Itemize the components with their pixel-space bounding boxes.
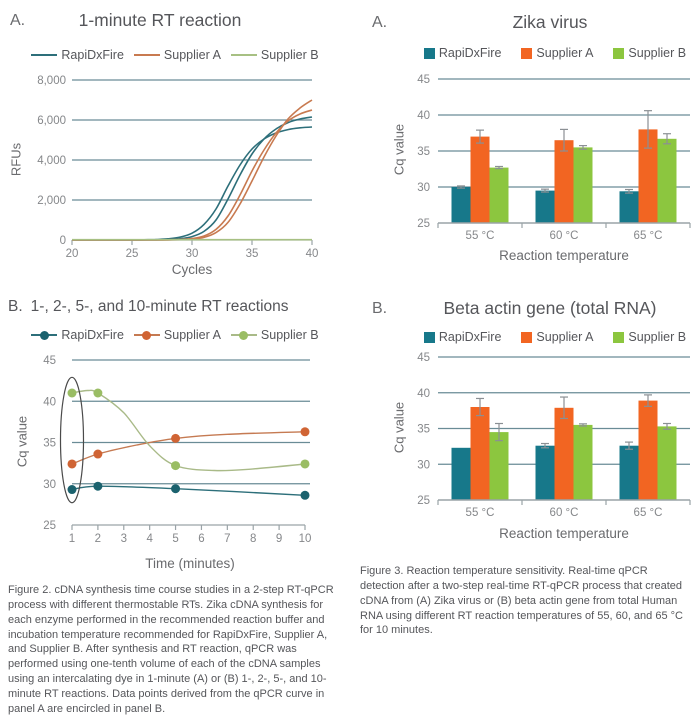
svg-text:35: 35 <box>417 423 430 436</box>
svg-text:60 °C: 60 °C <box>549 230 579 242</box>
bar <box>490 168 509 223</box>
svg-text:55 °C: 55 °C <box>465 230 495 242</box>
svg-text:30: 30 <box>43 478 56 491</box>
figure3-caption: Figure 3. Reaction temperature sensitivity. Real-time qPCR detection after a two-step real-time RT-qPCR process that created cDNA from (A) Zika virus or (B) beta actin gene from total Human RNA using different RT reaction temperatures of 55, 60, and 65 °C for 10 minutes. <box>360 565 683 637</box>
legend-label: RapiDxFire <box>438 46 502 60</box>
x-axis <box>438 223 690 228</box>
svg-text:35: 35 <box>417 146 430 158</box>
series-line-rapidxfire <box>72 486 305 495</box>
x-axis <box>438 500 690 505</box>
svg-text:8: 8 <box>250 533 257 545</box>
bar <box>620 191 639 223</box>
gridlines <box>72 80 312 200</box>
svg-text:55 °C: 55 °C <box>465 507 495 519</box>
svg-text:8,000: 8,000 <box>37 75 66 87</box>
legend-label: Supplier A <box>536 330 594 344</box>
svg-text:5: 5 <box>172 533 179 545</box>
svg-text:45: 45 <box>417 74 430 86</box>
tick-labels <box>37 75 318 260</box>
panel-a-label: A. <box>372 14 388 31</box>
gridlines <box>72 360 310 484</box>
qpcr-y-axis-title: RFUs <box>8 142 24 177</box>
legend-label: Supplier B <box>260 48 319 62</box>
legend-label: RapiDxFire <box>61 48 124 62</box>
svg-text:45: 45 <box>417 352 430 364</box>
svg-text:9: 9 <box>275 533 283 545</box>
svg-text:35: 35 <box>245 248 259 260</box>
bar <box>490 432 509 500</box>
svg-text:0: 0 <box>59 235 66 247</box>
zika-chart-title: Zika virus <box>512 12 588 32</box>
svg-text:30: 30 <box>417 182 430 194</box>
qpcr-plot-svg <box>0 0 350 290</box>
svg-text:40: 40 <box>305 248 319 260</box>
figure2-caption: Figure 2. cDNA synthesis time course studies in a 2-step RT-qPCR process with different thermostable RTs. Zika cDNA synthesis for each enzyme performed in the recommended reaction buffer and incubation temperature recommended for RapiDxFire, Supplier A, and Supplier B. After synthesis and RT reaction, qPCR was performed using one-tenth volume of each of the cDNA samples using an intercalating dye in 1-minute (A) or (B) 1-, 2-, 5-, and 10-minute RT reactions. Data points derived from the qPCR curve in panel A are encircled in panel B. <box>8 584 334 715</box>
figure3-panel-b <box>350 290 700 582</box>
x-axis <box>72 525 305 530</box>
svg-text:40: 40 <box>417 387 430 400</box>
bar <box>452 187 471 223</box>
svg-text:65 °C: 65 °C <box>633 230 663 242</box>
data-point-marker <box>171 434 180 443</box>
bar <box>471 137 490 223</box>
legend-label: Supplier B <box>628 330 687 344</box>
bar <box>574 147 593 223</box>
qpcr-chart-title: 1-minute RT reaction <box>78 10 242 30</box>
bar <box>471 407 490 500</box>
bar <box>658 139 677 223</box>
timecourse-plot-svg <box>0 290 350 582</box>
bar <box>658 426 677 500</box>
data-point-marker <box>301 459 310 468</box>
bar <box>536 446 555 500</box>
svg-text:6,000: 6,000 <box>37 115 66 127</box>
figure2-panel-a <box>0 0 350 290</box>
svg-text:2,000: 2,000 <box>37 195 66 207</box>
svg-text:60 °C: 60 °C <box>549 507 579 519</box>
data-point-marker <box>68 389 77 398</box>
panel-a-label: A. <box>10 12 26 29</box>
svg-text:4,000: 4,000 <box>37 155 66 167</box>
data-point-marker <box>171 461 180 470</box>
figure2-panel-b <box>0 290 350 582</box>
panel-b-label: B. <box>8 298 23 315</box>
svg-text:35: 35 <box>43 437 56 450</box>
legend-label: RapiDxFire <box>438 330 502 344</box>
svg-text:4: 4 <box>146 533 153 545</box>
legend-label: Supplier A <box>163 328 221 342</box>
data-point-marker <box>301 427 310 436</box>
bar <box>620 446 639 500</box>
legend-label: Supplier B <box>260 328 319 342</box>
legend-label: Supplier A <box>163 48 221 62</box>
data-point-marker <box>68 459 77 468</box>
series-line-supplier-b <box>72 390 305 470</box>
svg-text:25: 25 <box>43 520 56 532</box>
data-point-marker <box>68 485 77 494</box>
svg-text:2: 2 <box>94 533 102 545</box>
beta-actin-x-axis-title: Reaction temperature <box>499 526 629 541</box>
panel-b-label: B. <box>372 300 388 317</box>
timecourse-chart-title: 1-, 2-, 5-, and 10-minute RT reactions <box>30 298 289 315</box>
svg-text:20: 20 <box>65 248 79 260</box>
svg-text:45: 45 <box>43 355 56 367</box>
svg-text:7: 7 <box>224 533 231 545</box>
data-point-marker <box>301 491 310 500</box>
bar <box>639 401 658 500</box>
data-point-marker <box>171 484 180 493</box>
bar <box>555 408 574 500</box>
svg-text:25: 25 <box>417 495 430 507</box>
bar <box>452 448 471 500</box>
bar <box>574 425 593 500</box>
timecourse-x-axis-title: Time (minutes) <box>145 556 235 571</box>
figure3-panel-a <box>350 0 700 290</box>
svg-text:30: 30 <box>417 459 430 472</box>
svg-text:25: 25 <box>417 218 430 230</box>
bar <box>555 140 574 223</box>
series-line-rapidxfire-(replicate-2) <box>72 127 312 240</box>
zika-x-axis-title: Reaction temperature <box>499 248 629 263</box>
svg-text:6: 6 <box>198 533 205 545</box>
svg-text:1: 1 <box>68 533 76 545</box>
data-point-marker <box>93 389 102 398</box>
bar <box>536 191 555 223</box>
svg-text:25: 25 <box>125 248 139 260</box>
svg-text:65 °C: 65 °C <box>633 507 663 519</box>
svg-text:10: 10 <box>298 533 312 545</box>
zika-y-axis-title: Cq value <box>391 123 407 176</box>
legend-label: Supplier A <box>536 46 594 60</box>
qpcr-x-axis-title: Cycles <box>171 262 213 277</box>
legend-label: Supplier B <box>628 46 687 60</box>
beta-actin-chart-title: Beta actin gene (total RNA) <box>443 298 657 318</box>
svg-text:40: 40 <box>43 396 56 409</box>
svg-text:30: 30 <box>185 248 199 260</box>
svg-text:40: 40 <box>417 110 430 122</box>
data-point-marker <box>93 450 102 459</box>
series-line-supplier-a <box>72 100 312 240</box>
svg-text:3: 3 <box>120 533 127 545</box>
beta-actin-y-axis-title: Cq value <box>391 401 407 454</box>
timecourse-y-axis-title: Cq value <box>14 415 30 468</box>
legend-label: RapiDxFire <box>61 328 124 342</box>
data-point-marker <box>93 482 102 491</box>
series-line-supplier-a <box>72 432 305 464</box>
